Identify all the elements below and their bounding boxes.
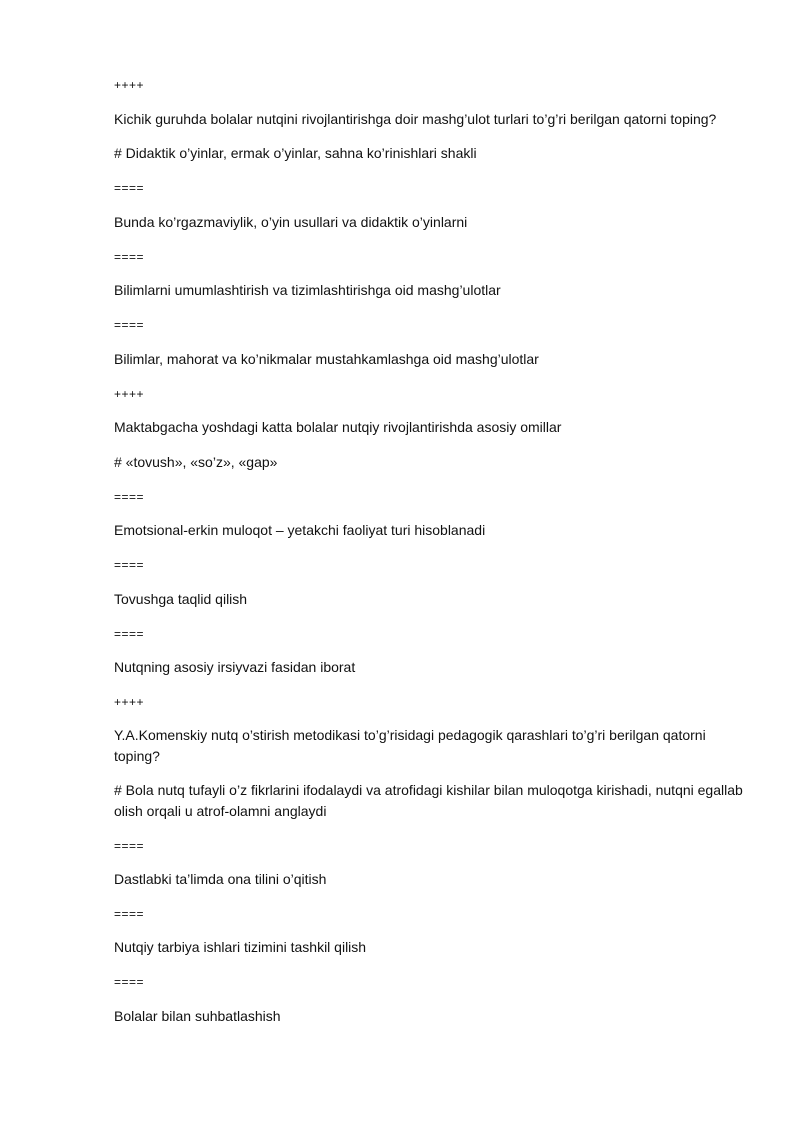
answer-option: Nutqiy tarbiya ishlari tizimini tashkil qilish: [114, 939, 367, 955]
separator-plus: ++++: [114, 695, 145, 709]
answer-option: Emotsional-erkin muloqot – yetakchi faoliyat turi hisoblanadi: [114, 522, 486, 538]
separator-equals: ====: [114, 975, 145, 989]
separator-equals: ====: [114, 318, 145, 332]
separator-equals: ====: [114, 558, 145, 572]
question-text: Maktabgacha yoshdagi katta bolalar nutqiy rivojlantirishda asosiy omillar: [114, 419, 562, 435]
separator-equals: ====: [114, 250, 145, 264]
answer-correct: # Didaktik o’yinlar, ermak o’yinlar, sahna ko’rinishlari shakli: [114, 145, 477, 161]
separator-equals: ====: [114, 839, 145, 853]
separator-equals: ====: [114, 907, 145, 921]
separator-plus: ++++: [114, 387, 145, 401]
answer-correct: # «tovush», «so’z», «gap»: [114, 454, 278, 470]
answer-correct: # Bola nutq tufayli o’z fikrlarini ifodalaydi va atrofidagi kishilar bilan muloqotga kirishadi, nutqni egallab olish orqali u atrof-olamni anglaydi: [114, 782, 743, 819]
answer-option: Bilimlarni umumlashtirish va tizimlashtirishga oid mashg’ulotlar: [114, 282, 501, 298]
answer-option: Dastlabki ta’limda ona tilini o’qitish: [114, 871, 327, 887]
answer-option: Bunda ko’rgazmaviylik, o’yin usullari va didaktik o’yinlarni: [114, 214, 468, 230]
answer-option: Nutqning asosiy irsiyvazi fasidan iborat: [114, 659, 356, 675]
answer-option: Bolalar bilan suhbatlashish: [114, 1008, 281, 1024]
separator-plus: ++++: [114, 78, 145, 92]
answer-option: Bilimlar, mahorat va ko’nikmalar mustahkamlashga oid mashg’ulotlar: [114, 351, 539, 367]
question-text: Kichik guruhda bolalar nutqini rivojlantirishga doir mashg’ulot turlari to’g’ri berilgan qatorni toping?: [114, 111, 717, 127]
question-text: Y.A.Komenskiy nutq o’stirish metodikasi to’g’risidagi pedagogik qarashlari to’g’ri berilgan qatorni toping?: [114, 727, 706, 764]
separator-equals: ====: [114, 181, 145, 195]
separator-equals: ====: [114, 627, 145, 641]
answer-option: Tovushga taqlid qilish: [114, 591, 248, 607]
separator-equals: ====: [114, 490, 145, 504]
